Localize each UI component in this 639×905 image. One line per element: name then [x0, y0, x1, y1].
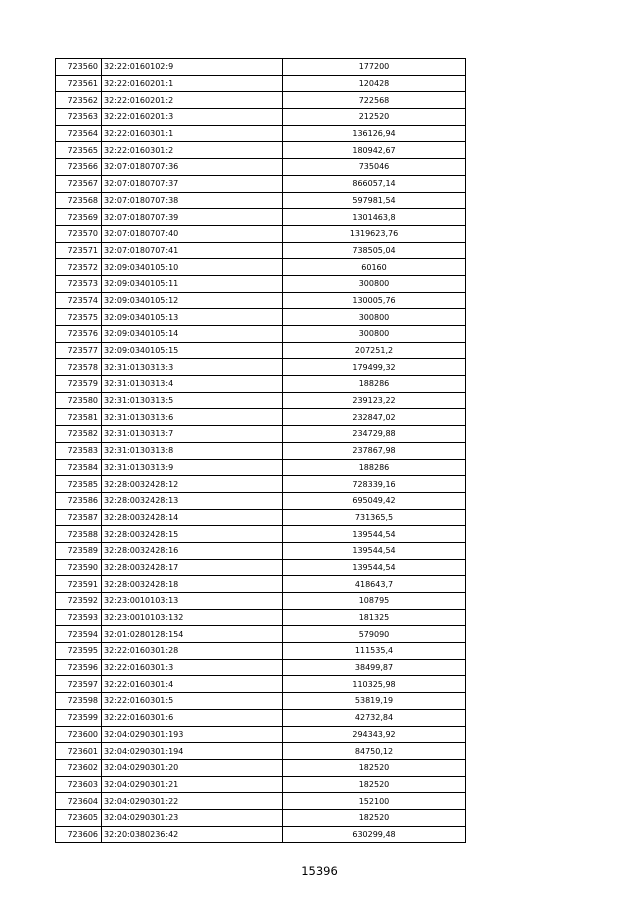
table-row [56, 125, 466, 142]
table-row [56, 392, 466, 409]
row-id-cell: 723595 [56, 643, 102, 660]
table-row [56, 793, 466, 810]
data-table [55, 58, 466, 843]
value-cell: 42732,84 [283, 709, 466, 726]
cadastral-number-cell: 32:22:0160201:3 [102, 109, 283, 126]
table-row [56, 75, 466, 92]
row-id-cell: 723582 [56, 426, 102, 443]
cadastral-number-cell: 32:23:0010103:13 [102, 593, 283, 610]
cadastral-number-cell: 32:31:0130313:7 [102, 426, 283, 443]
table-row [56, 342, 466, 359]
cadastral-number-cell: 32:28:0032428:12 [102, 476, 283, 493]
cadastral-number-cell: 32:04:0290301:20 [102, 759, 283, 776]
value-cell: 181325 [283, 609, 466, 626]
row-id-cell: 723574 [56, 292, 102, 309]
row-id-cell: 723592 [56, 593, 102, 610]
value-cell: 579090 [283, 626, 466, 643]
table-row [56, 609, 466, 626]
cadastral-number-cell: 32:22:0160301:28 [102, 643, 283, 660]
value-cell: 139544,54 [283, 559, 466, 576]
cadastral-number-cell: 32:28:0032428:17 [102, 559, 283, 576]
row-id-cell: 723583 [56, 442, 102, 459]
row-id-cell: 723577 [56, 342, 102, 359]
cadastral-number-cell: 32:22:0160201:1 [102, 75, 283, 92]
value-cell: 1301463,8 [283, 209, 466, 226]
table-row [56, 559, 466, 576]
value-cell: 695049,42 [283, 492, 466, 509]
table-row [56, 726, 466, 743]
row-id-cell: 723576 [56, 326, 102, 343]
cadastral-number-cell: 32:22:0160301:6 [102, 709, 283, 726]
cadastral-number-cell: 32:09:0340105:13 [102, 309, 283, 326]
page-number: 15396 [301, 864, 338, 878]
value-cell: 182520 [283, 759, 466, 776]
row-id-cell: 723579 [56, 376, 102, 393]
table-row [56, 442, 466, 459]
row-id-cell: 723584 [56, 459, 102, 476]
row-id-cell: 723581 [56, 409, 102, 426]
value-cell: 110325,98 [283, 676, 466, 693]
table-row [56, 709, 466, 726]
table-row [56, 192, 466, 209]
value-cell: 234729,88 [283, 426, 466, 443]
row-id-cell: 723599 [56, 709, 102, 726]
table-row [56, 159, 466, 176]
row-id-cell: 723606 [56, 826, 102, 843]
cadastral-number-cell: 32:07:0180707:37 [102, 175, 283, 192]
row-id-cell: 723588 [56, 526, 102, 543]
value-cell: 188286 [283, 459, 466, 476]
table-row [56, 659, 466, 676]
value-cell: 188286 [283, 376, 466, 393]
table-row [56, 542, 466, 559]
value-cell: 84750,12 [283, 743, 466, 760]
row-id-cell: 723589 [56, 542, 102, 559]
table-row [56, 242, 466, 259]
table-row [56, 225, 466, 242]
value-cell: 731365,5 [283, 509, 466, 526]
value-cell: 207251,2 [283, 342, 466, 359]
table-row [56, 59, 466, 76]
table-row [56, 576, 466, 593]
value-cell: 232847,02 [283, 409, 466, 426]
cadastral-number-cell: 32:07:0180707:40 [102, 225, 283, 242]
value-cell: 597981,54 [283, 192, 466, 209]
row-id-cell: 723587 [56, 509, 102, 526]
table-row [56, 359, 466, 376]
cadastral-number-cell: 32:04:0290301:193 [102, 726, 283, 743]
cadastral-number-cell: 32:22:0160201:2 [102, 92, 283, 109]
table-row [56, 259, 466, 276]
row-id-cell: 723573 [56, 275, 102, 292]
table-row [56, 175, 466, 192]
cadastral-number-cell: 32:22:0160301:2 [102, 142, 283, 159]
value-cell: 294343,92 [283, 726, 466, 743]
table-row [56, 526, 466, 543]
row-id-cell: 723597 [56, 676, 102, 693]
value-cell: 136126,94 [283, 125, 466, 142]
data-table-container [55, 58, 466, 843]
cadastral-number-cell: 32:22:0160102:9 [102, 59, 283, 76]
value-cell: 108795 [283, 593, 466, 610]
cadastral-number-cell: 32:28:0032428:15 [102, 526, 283, 543]
row-id-cell: 723571 [56, 242, 102, 259]
row-id-cell: 723564 [56, 125, 102, 142]
table-row [56, 275, 466, 292]
cadastral-number-cell: 32:28:0032428:18 [102, 576, 283, 593]
table-row [56, 459, 466, 476]
cadastral-number-cell: 32:07:0180707:36 [102, 159, 283, 176]
row-id-cell: 723605 [56, 809, 102, 826]
row-id-cell: 723601 [56, 743, 102, 760]
table-row [56, 409, 466, 426]
table-row [56, 743, 466, 760]
cadastral-number-cell: 32:28:0032428:13 [102, 492, 283, 509]
value-cell: 212520 [283, 109, 466, 126]
value-cell: 179499,32 [283, 359, 466, 376]
cadastral-number-cell: 32:28:0032428:14 [102, 509, 283, 526]
row-id-cell: 723596 [56, 659, 102, 676]
cadastral-number-cell: 32:28:0032428:16 [102, 542, 283, 559]
cadastral-number-cell: 32:09:0340105:15 [102, 342, 283, 359]
row-id-cell: 723560 [56, 59, 102, 76]
table-row [56, 776, 466, 793]
cadastral-number-cell: 32:31:0130313:5 [102, 392, 283, 409]
table-row [56, 826, 466, 843]
row-id-cell: 723567 [56, 175, 102, 192]
value-cell: 1319623,76 [283, 225, 466, 242]
value-cell: 300800 [283, 309, 466, 326]
value-cell: 130005,76 [283, 292, 466, 309]
cadastral-number-cell: 32:09:0340105:11 [102, 275, 283, 292]
value-cell: 152100 [283, 793, 466, 810]
row-id-cell: 723572 [56, 259, 102, 276]
value-cell: 182520 [283, 809, 466, 826]
table-body [56, 59, 466, 843]
cadastral-number-cell: 32:22:0160301:1 [102, 125, 283, 142]
cadastral-number-cell: 32:09:0340105:12 [102, 292, 283, 309]
table-row [56, 142, 466, 159]
row-id-cell: 723578 [56, 359, 102, 376]
value-cell: 177200 [283, 59, 466, 76]
value-cell: 239123,22 [283, 392, 466, 409]
value-cell: 182520 [283, 776, 466, 793]
table-row [56, 109, 466, 126]
table-row [56, 809, 466, 826]
row-id-cell: 723602 [56, 759, 102, 776]
cadastral-number-cell: 32:04:0290301:23 [102, 809, 283, 826]
table-row [56, 309, 466, 326]
value-cell: 866057,14 [283, 175, 466, 192]
row-id-cell: 723600 [56, 726, 102, 743]
cadastral-number-cell: 32:07:0180707:41 [102, 242, 283, 259]
table-row [56, 759, 466, 776]
row-id-cell: 723594 [56, 626, 102, 643]
value-cell: 111535,4 [283, 643, 466, 660]
value-cell: 738505,04 [283, 242, 466, 259]
value-cell: 139544,54 [283, 542, 466, 559]
cadastral-number-cell: 32:04:0290301:22 [102, 793, 283, 810]
cadastral-number-cell: 32:22:0160301:3 [102, 659, 283, 676]
table-row [56, 476, 466, 493]
value-cell: 53819,19 [283, 693, 466, 710]
cadastral-number-cell: 32:31:0130313:3 [102, 359, 283, 376]
row-id-cell: 723590 [56, 559, 102, 576]
row-id-cell: 723569 [56, 209, 102, 226]
table-row [56, 626, 466, 643]
row-id-cell: 723570 [56, 225, 102, 242]
cadastral-number-cell: 32:09:0340105:14 [102, 326, 283, 343]
table-row [56, 292, 466, 309]
value-cell: 38499,87 [283, 659, 466, 676]
cadastral-number-cell: 32:31:0130313:4 [102, 376, 283, 393]
table-row [56, 326, 466, 343]
table-row [56, 676, 466, 693]
value-cell: 120428 [283, 75, 466, 92]
row-id-cell: 723565 [56, 142, 102, 159]
cadastral-number-cell: 32:01:0280128:154 [102, 626, 283, 643]
value-cell: 735046 [283, 159, 466, 176]
row-id-cell: 723563 [56, 109, 102, 126]
row-id-cell: 723580 [56, 392, 102, 409]
value-cell: 139544,54 [283, 526, 466, 543]
row-id-cell: 723585 [56, 476, 102, 493]
row-id-cell: 723562 [56, 92, 102, 109]
cadastral-number-cell: 32:22:0160301:4 [102, 676, 283, 693]
table-row [56, 92, 466, 109]
value-cell: 60160 [283, 259, 466, 276]
row-id-cell: 723604 [56, 793, 102, 810]
cadastral-number-cell: 32:07:0180707:39 [102, 209, 283, 226]
value-cell: 722568 [283, 92, 466, 109]
table-row [56, 209, 466, 226]
value-cell: 630299,48 [283, 826, 466, 843]
table-row [56, 593, 466, 610]
row-id-cell: 723566 [56, 159, 102, 176]
cadastral-number-cell: 32:07:0180707:38 [102, 192, 283, 209]
cadastral-number-cell: 32:20:0380236:42 [102, 826, 283, 843]
cadastral-number-cell: 32:23:0010103:132 [102, 609, 283, 626]
cadastral-number-cell: 32:04:0290301:21 [102, 776, 283, 793]
row-id-cell: 723561 [56, 75, 102, 92]
table-row [56, 643, 466, 660]
value-cell: 300800 [283, 326, 466, 343]
table-row [56, 376, 466, 393]
row-id-cell: 723603 [56, 776, 102, 793]
table-row [56, 492, 466, 509]
row-id-cell: 723591 [56, 576, 102, 593]
row-id-cell: 723598 [56, 693, 102, 710]
table-row [56, 693, 466, 710]
cadastral-number-cell: 32:09:0340105:10 [102, 259, 283, 276]
row-id-cell: 723586 [56, 492, 102, 509]
cadastral-number-cell: 32:31:0130313:6 [102, 409, 283, 426]
value-cell: 180942,67 [283, 142, 466, 159]
cadastral-number-cell: 32:31:0130313:9 [102, 459, 283, 476]
cadastral-number-cell: 32:04:0290301:194 [102, 743, 283, 760]
value-cell: 728339,16 [283, 476, 466, 493]
row-id-cell: 723593 [56, 609, 102, 626]
row-id-cell: 723575 [56, 309, 102, 326]
table-row [56, 509, 466, 526]
value-cell: 237867,98 [283, 442, 466, 459]
value-cell: 418643,7 [283, 576, 466, 593]
value-cell: 300800 [283, 275, 466, 292]
cadastral-number-cell: 32:22:0160301:5 [102, 693, 283, 710]
cadastral-number-cell: 32:31:0130313:8 [102, 442, 283, 459]
row-id-cell: 723568 [56, 192, 102, 209]
table-row [56, 426, 466, 443]
